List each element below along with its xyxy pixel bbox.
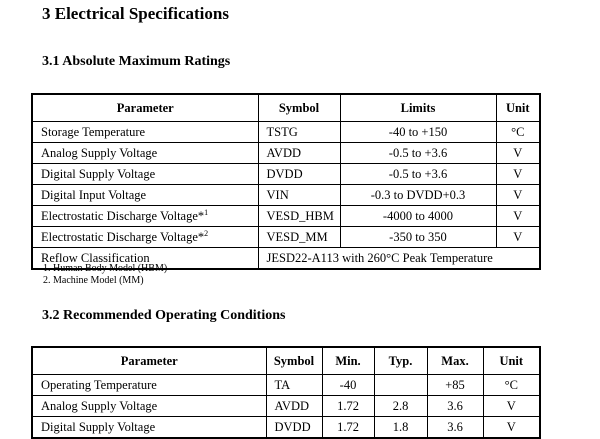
table-header-row	[32, 94, 540, 122]
cell-limits: -4000 to 4000	[340, 206, 496, 227]
cell-unit: °C	[496, 122, 540, 143]
cell-parameter: Digital Input Voltage	[32, 185, 258, 206]
table-row	[32, 227, 540, 248]
roc-title: 3.2 Recommended Operating Conditions	[42, 308, 286, 323]
header-unit: Unit	[496, 94, 540, 122]
cell-parameter: Operating Temperature	[32, 375, 266, 396]
header-symbol: Symbol	[266, 347, 322, 375]
cell-reflow-value: JESD22-A113 with 260°C Peak Temperature	[258, 248, 540, 270]
cell-max: 3.6	[427, 417, 483, 439]
cell-max: 3.6	[427, 396, 483, 417]
parameter-text: Electrostatic Discharge Voltage*	[41, 208, 205, 223]
section-title: 3 Electrical Specifications	[42, 4, 229, 23]
footnote-marker: 2	[204, 228, 209, 238]
cell-symbol: VESD_MM	[258, 227, 340, 248]
header-parameter: Parameter	[32, 94, 258, 122]
cell-limits: -40 to +150	[340, 122, 496, 143]
footnote: 1. Human Body Model (HBM)	[43, 263, 168, 274]
recommended-operating-conditions-table	[31, 346, 541, 439]
cell-unit: V	[496, 227, 540, 248]
cell-unit: V	[483, 417, 540, 439]
cell-parameter	[32, 206, 258, 227]
cell-unit: °C	[483, 375, 540, 396]
cell-symbol: TA	[266, 375, 322, 396]
cell-max: +85	[427, 375, 483, 396]
table-row	[32, 164, 540, 185]
cell-typ: 1.8	[374, 417, 427, 439]
table-header-row	[32, 347, 540, 375]
table-row	[32, 375, 540, 396]
cell-unit: V	[483, 396, 540, 417]
header-typ: Typ.	[374, 347, 427, 375]
cell-parameter: Analog Supply Voltage	[32, 143, 258, 164]
cell-limits: -0.5 to +3.6	[340, 164, 496, 185]
table-row	[32, 122, 540, 143]
table-row	[32, 417, 540, 439]
cell-typ: 2.8	[374, 396, 427, 417]
absolute-maximum-ratings-table	[31, 93, 541, 270]
cell-parameter	[32, 227, 258, 248]
table-row	[32, 206, 540, 227]
header-max: Max.	[427, 347, 483, 375]
table-row	[32, 396, 540, 417]
table-row	[32, 185, 540, 206]
footnote: 2. Machine Model (MM)	[43, 275, 144, 286]
header-symbol: Symbol	[258, 94, 340, 122]
cell-unit: V	[496, 164, 540, 185]
table-row	[32, 143, 540, 164]
cell-parameter: Storage Temperature	[32, 122, 258, 143]
cell-parameter: Reflow Classification	[32, 248, 258, 270]
cell-unit: V	[496, 185, 540, 206]
cell-symbol: AVDD	[266, 396, 322, 417]
cell-symbol: TSTG	[258, 122, 340, 143]
footnote-marker: 1	[204, 207, 209, 217]
header-parameter: Parameter	[32, 347, 266, 375]
cell-symbol: AVDD	[258, 143, 340, 164]
header-limits: Limits	[340, 94, 496, 122]
cell-parameter: Analog Supply Voltage	[32, 396, 266, 417]
cell-min: -40	[322, 375, 374, 396]
cell-symbol: DVDD	[266, 417, 322, 439]
header-min: Min.	[322, 347, 374, 375]
cell-symbol: VIN	[258, 185, 340, 206]
header-unit: Unit	[483, 347, 540, 375]
cell-parameter: Digital Supply Voltage	[32, 164, 258, 185]
cell-typ	[374, 375, 427, 396]
cell-min: 1.72	[322, 396, 374, 417]
cell-unit: V	[496, 206, 540, 227]
cell-limits: -0.3 to DVDD+0.3	[340, 185, 496, 206]
cell-symbol: VESD_HBM	[258, 206, 340, 227]
cell-min: 1.72	[322, 417, 374, 439]
cell-parameter: Digital Supply Voltage	[32, 417, 266, 439]
cell-unit: V	[496, 143, 540, 164]
cell-symbol: DVDD	[258, 164, 340, 185]
footnotes	[43, 263, 167, 287]
amr-title: 3.1 Absolute Maximum Ratings	[42, 54, 231, 69]
parameter-text: Electrostatic Discharge Voltage*	[41, 229, 205, 244]
cell-limits: -350 to 350	[340, 227, 496, 248]
cell-limits: -0.5 to +3.6	[340, 143, 496, 164]
